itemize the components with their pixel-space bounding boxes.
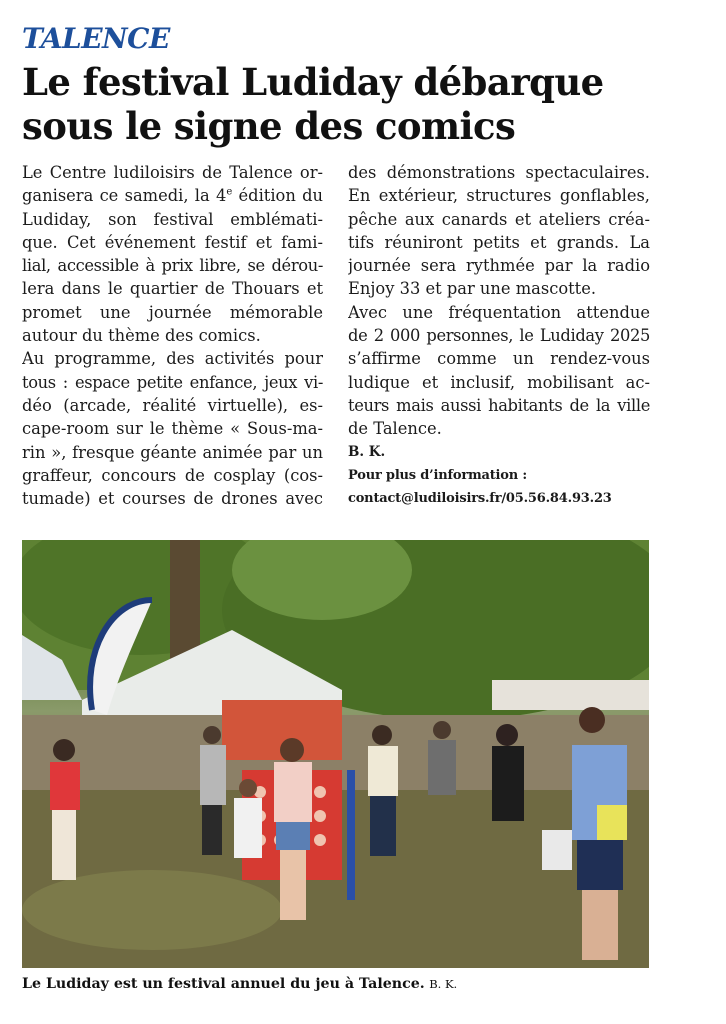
body-line: Le Centre ludiloisirs de Talence or-	[22, 163, 323, 182]
body-line: que. Cet événement festif et fami-	[22, 232, 323, 252]
ordinal-superscript: e	[226, 186, 233, 198]
photo-credit: B. K.	[429, 977, 458, 991]
body-line: journée sera rythmée par la radio	[348, 256, 650, 276]
photo-illustration	[22, 540, 649, 968]
body-line: tumade) et courses de drones avec	[22, 489, 323, 509]
body-text: édition du	[232, 186, 323, 206]
body-line: graffeur, concours de cosplay (cos-	[22, 465, 323, 485]
body-line: promet une journée mémorable	[22, 302, 323, 322]
body-line: teurs mais aussi habitants de la ville	[348, 395, 650, 415]
more-info-label: Pour plus d’information :	[348, 467, 527, 483]
contact-link[interactable]: contact@ludiloisirs.fr/05.56.84.93.23	[348, 491, 612, 507]
article-headline	[22, 60, 712, 148]
article-column-right	[348, 161, 650, 510]
body-line: Au programme, des activités pour	[22, 349, 323, 369]
section-kicker: TALENCE	[22, 22, 170, 55]
body-line: tous : espace petite enfance, jeux vi-	[22, 372, 323, 392]
body-line: lial, accessible à prix libre, se dérou-	[22, 256, 323, 276]
headline-line-2: sous le signe des comics	[22, 104, 516, 148]
article-column-left	[22, 161, 323, 510]
body-line	[22, 184, 323, 207]
body-line: Enjoy 33 et par une mascotte.	[348, 279, 597, 299]
body-line: Avec une fréquentation attendue	[348, 302, 650, 322]
body-line: de 2 000 personnes, le Ludiday 2025	[348, 326, 650, 346]
body-line: lera dans le quartier de Thouars et	[22, 279, 323, 299]
photo-caption	[22, 976, 457, 992]
body-line: autour du thème des comics.	[22, 326, 261, 346]
body-line: cape-room sur le thème « Sous-ma-	[22, 419, 323, 439]
body-text: ganisera ce samedi, la 4	[22, 186, 227, 206]
author-signature: B. K.	[348, 443, 386, 460]
body-line: Ludiday, son festival emblémati-	[22, 209, 323, 229]
body-line: de Talence.	[348, 419, 442, 439]
headline-line-1: Le festival Ludiday débarque	[22, 60, 604, 104]
body-line: En extérieur, structures gonflables,	[348, 186, 650, 206]
body-line: tifs réuniront petits et grands. La	[348, 232, 650, 252]
body-line: s’affirme comme un rendez-vous	[348, 349, 650, 369]
body-line: rin », fresque géante animée par un	[22, 442, 323, 462]
body-line: déo (arcade, réalité virtuelle), es-	[22, 395, 323, 415]
body-line: des démonstrations spectaculaires.	[348, 163, 650, 182]
caption-text: Le Ludiday est un festival annuel du jeu à Talence.	[22, 976, 425, 992]
body-line: ludique et inclusif, mobilisant ac-	[348, 372, 650, 392]
body-line: pêche aux canards et ateliers créa-	[348, 209, 650, 229]
festival-photo	[22, 540, 649, 968]
